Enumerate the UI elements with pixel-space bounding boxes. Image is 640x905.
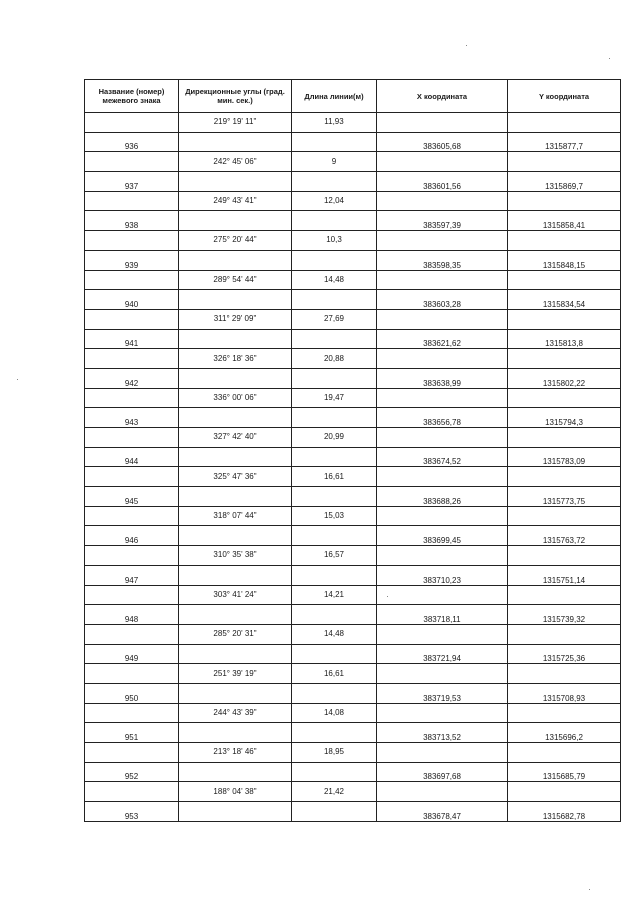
line-length-cell: 16,61 [292, 664, 377, 684]
y-coordinate-cell [508, 782, 621, 802]
mark-name-cell: 943 [85, 408, 179, 428]
y-coordinate-cell: 1315848,15 [508, 250, 621, 270]
y-coordinate-cell: 1315794,3 [508, 408, 621, 428]
segment-row [85, 743, 621, 763]
x-coordinate-cell: 383603,28 [377, 290, 508, 310]
direction-angle-cell [179, 368, 292, 388]
segment-row [85, 270, 621, 290]
x-coordinate-cell: 383598,35 [377, 250, 508, 270]
line-length-cell [292, 290, 377, 310]
y-coordinate-cell: 1315685,79 [508, 762, 621, 782]
direction-angle-cell: 303° 41' 24" [179, 585, 292, 605]
line-length-cell: 19,47 [292, 388, 377, 408]
y-coordinate-cell [508, 309, 621, 329]
mark-name-cell [85, 743, 179, 763]
y-coordinate-cell: 1315813,8 [508, 329, 621, 349]
y-coordinate-cell [508, 113, 621, 133]
mark-name-cell [85, 270, 179, 290]
x-coordinate-cell [377, 506, 508, 526]
direction-angle-cell [179, 526, 292, 546]
line-length-cell: 12,04 [292, 191, 377, 211]
y-coordinate-cell [508, 231, 621, 251]
mark-row [85, 408, 621, 428]
line-length-cell: 10,3 [292, 231, 377, 251]
mark-name-cell: 944 [85, 447, 179, 467]
line-length-cell: 9 [292, 152, 377, 172]
header-x-coordinate: X координата [377, 80, 508, 113]
direction-angle-cell: 251° 39' 19" [179, 664, 292, 684]
y-coordinate-cell: 1315783,09 [508, 447, 621, 467]
segment-row [85, 624, 621, 644]
mark-name-cell [85, 782, 179, 802]
x-coordinate-cell [377, 388, 508, 408]
y-coordinate-cell: 1315739,32 [508, 605, 621, 625]
x-coordinate-cell [377, 743, 508, 763]
x-coordinate-cell [377, 703, 508, 723]
direction-angle-cell: 188° 04' 38" [179, 782, 292, 802]
header-y-coordinate: Y координата [508, 80, 621, 113]
mark-name-cell [85, 624, 179, 644]
direction-angle-cell: 242° 45' 06" [179, 152, 292, 172]
mark-row [85, 565, 621, 585]
x-coordinate-cell [377, 624, 508, 644]
direction-angle-cell: 327° 42' 40" [179, 428, 292, 448]
mark-name-cell [85, 506, 179, 526]
segment-row [85, 191, 621, 211]
line-length-cell: 11,93 [292, 113, 377, 133]
direction-angle-cell: 325° 47' 36" [179, 467, 292, 487]
line-length-cell: 14,08 [292, 703, 377, 723]
line-length-cell: 18,95 [292, 743, 377, 763]
line-length-cell [292, 683, 377, 703]
mark-row [85, 172, 621, 192]
x-coordinate-cell: 383697,68 [377, 762, 508, 782]
y-coordinate-cell: 1315682,78 [508, 802, 621, 822]
direction-angle-cell: 285° 20' 31" [179, 624, 292, 644]
line-length-cell [292, 447, 377, 467]
mark-row [85, 644, 621, 664]
line-length-cell [292, 408, 377, 428]
line-length-cell [292, 644, 377, 664]
segment-row [85, 349, 621, 369]
x-coordinate-cell [377, 782, 508, 802]
mark-row [85, 447, 621, 467]
x-coordinate-cell [377, 349, 508, 369]
segment-row [85, 703, 621, 723]
table-body [85, 113, 621, 822]
y-coordinate-cell [508, 624, 621, 644]
mark-name-cell [85, 585, 179, 605]
segment-row [85, 546, 621, 566]
scan-speck [589, 889, 590, 890]
mark-name-cell [85, 152, 179, 172]
line-length-cell [292, 132, 377, 152]
direction-angle-cell [179, 211, 292, 231]
direction-angle-cell: 310° 35' 38" [179, 546, 292, 566]
direction-angle-cell [179, 447, 292, 467]
y-coordinate-cell [508, 664, 621, 684]
x-coordinate-cell [377, 546, 508, 566]
direction-angle-cell: 219° 19' 11" [179, 113, 292, 133]
x-coordinate-cell [377, 152, 508, 172]
y-coordinate-cell [508, 467, 621, 487]
scan-speck [609, 58, 610, 59]
y-coordinate-cell [508, 270, 621, 290]
mark-name-cell: 952 [85, 762, 179, 782]
direction-angle-cell [179, 565, 292, 585]
mark-row [85, 802, 621, 822]
x-coordinate-cell: 383713,52 [377, 723, 508, 743]
line-length-cell [292, 172, 377, 192]
scan-speck [387, 596, 388, 597]
mark-name-cell [85, 664, 179, 684]
direction-angle-cell [179, 683, 292, 703]
line-length-cell [292, 250, 377, 270]
mark-name-cell: 941 [85, 329, 179, 349]
y-coordinate-cell: 1315751,14 [508, 565, 621, 585]
y-coordinate-cell: 1315834,54 [508, 290, 621, 310]
y-coordinate-cell [508, 191, 621, 211]
segment-row [85, 506, 621, 526]
mark-name-cell [85, 231, 179, 251]
header-direction-angle: Дирекционные углы (град. мин. сек.) [179, 80, 292, 113]
segment-row [85, 388, 621, 408]
mark-row [85, 211, 621, 231]
x-coordinate-cell [377, 309, 508, 329]
x-coordinate-cell [377, 428, 508, 448]
segment-row [85, 152, 621, 172]
mark-row [85, 723, 621, 743]
mark-row [85, 762, 621, 782]
line-length-cell: 16,61 [292, 467, 377, 487]
header-mark-name: Название (номер) межевого знака [85, 80, 179, 113]
y-coordinate-cell [508, 349, 621, 369]
x-coordinate-cell: 383699,45 [377, 526, 508, 546]
x-coordinate-cell: 383656,78 [377, 408, 508, 428]
line-length-cell: 14,48 [292, 624, 377, 644]
direction-angle-cell: 289° 54' 44" [179, 270, 292, 290]
y-coordinate-cell [508, 428, 621, 448]
x-coordinate-cell: 383678,47 [377, 802, 508, 822]
mark-name-cell: 938 [85, 211, 179, 231]
direction-angle-cell [179, 172, 292, 192]
direction-angle-cell [179, 723, 292, 743]
y-coordinate-cell [508, 506, 621, 526]
mark-row [85, 290, 621, 310]
mark-name-cell: 940 [85, 290, 179, 310]
segment-row [85, 428, 621, 448]
y-coordinate-cell: 1315877,7 [508, 132, 621, 152]
mark-name-cell: 939 [85, 250, 179, 270]
segment-row [85, 113, 621, 133]
segment-row [85, 467, 621, 487]
mark-row [85, 683, 621, 703]
line-length-cell: 20,99 [292, 428, 377, 448]
mark-name-cell [85, 467, 179, 487]
mark-name-cell: 953 [85, 802, 179, 822]
x-coordinate-cell: 383601,56 [377, 172, 508, 192]
y-coordinate-cell [508, 546, 621, 566]
direction-angle-cell [179, 487, 292, 507]
mark-name-cell: 936 [85, 132, 179, 152]
mark-name-cell [85, 546, 179, 566]
direction-angle-cell: 244° 43' 39" [179, 703, 292, 723]
mark-name-cell: 945 [85, 487, 179, 507]
mark-name-cell: 949 [85, 644, 179, 664]
x-coordinate-cell [377, 231, 508, 251]
mark-name-cell [85, 349, 179, 369]
line-length-cell [292, 762, 377, 782]
x-coordinate-cell [377, 113, 508, 133]
x-coordinate-cell: 383674,52 [377, 447, 508, 467]
line-length-cell: 27,69 [292, 309, 377, 329]
scan-speck [17, 379, 18, 380]
mark-name-cell [85, 388, 179, 408]
x-coordinate-cell [377, 467, 508, 487]
mark-row [85, 132, 621, 152]
mark-row [85, 605, 621, 625]
y-coordinate-cell: 1315773,75 [508, 487, 621, 507]
segment-row [85, 231, 621, 251]
scan-speck [466, 45, 467, 46]
mark-name-cell: 942 [85, 368, 179, 388]
y-coordinate-cell [508, 152, 621, 172]
segment-row [85, 782, 621, 802]
mark-row [85, 250, 621, 270]
mark-name-cell: 951 [85, 723, 179, 743]
segment-row [85, 664, 621, 684]
direction-angle-cell: 326° 18' 36" [179, 349, 292, 369]
y-coordinate-cell [508, 585, 621, 605]
line-length-cell [292, 605, 377, 625]
line-length-cell [292, 723, 377, 743]
mark-row [85, 526, 621, 546]
line-length-cell [292, 487, 377, 507]
segment-row [85, 309, 621, 329]
mark-name-cell [85, 113, 179, 133]
line-length-cell [292, 526, 377, 546]
x-coordinate-cell: 383719,53 [377, 683, 508, 703]
direction-angle-cell [179, 329, 292, 349]
y-coordinate-cell: 1315763,72 [508, 526, 621, 546]
x-coordinate-cell: 383621,62 [377, 329, 508, 349]
y-coordinate-cell: 1315858,41 [508, 211, 621, 231]
line-length-cell [292, 565, 377, 585]
direction-angle-cell [179, 290, 292, 310]
mark-name-cell: 946 [85, 526, 179, 546]
line-length-cell: 14,48 [292, 270, 377, 290]
line-length-cell: 16,57 [292, 546, 377, 566]
line-length-cell [292, 368, 377, 388]
line-length-cell: 15,03 [292, 506, 377, 526]
x-coordinate-cell: 383605,68 [377, 132, 508, 152]
direction-angle-cell [179, 802, 292, 822]
x-coordinate-cell [377, 270, 508, 290]
direction-angle-cell: 336° 00' 06" [179, 388, 292, 408]
y-coordinate-cell: 1315869,7 [508, 172, 621, 192]
line-length-cell: 14,21 [292, 585, 377, 605]
mark-name-cell: 937 [85, 172, 179, 192]
segment-row [85, 585, 621, 605]
mark-row [85, 487, 621, 507]
x-coordinate-cell [377, 585, 508, 605]
x-coordinate-cell [377, 664, 508, 684]
line-length-cell [292, 211, 377, 231]
mark-row [85, 368, 621, 388]
y-coordinate-cell [508, 388, 621, 408]
mark-name-cell [85, 309, 179, 329]
direction-angle-cell: 249° 43' 41" [179, 191, 292, 211]
y-coordinate-cell: 1315802,22 [508, 368, 621, 388]
header-row [85, 80, 621, 113]
line-length-cell [292, 329, 377, 349]
mark-name-cell: 947 [85, 565, 179, 585]
x-coordinate-cell: 383710,23 [377, 565, 508, 585]
x-coordinate-cell: 383718,11 [377, 605, 508, 625]
direction-angle-cell [179, 762, 292, 782]
direction-angle-cell [179, 132, 292, 152]
direction-angle-cell: 275° 20' 44" [179, 231, 292, 251]
x-coordinate-cell: 383688,26 [377, 487, 508, 507]
x-coordinate-cell: 383597,39 [377, 211, 508, 231]
mark-name-cell [85, 428, 179, 448]
y-coordinate-cell [508, 703, 621, 723]
direction-angle-cell [179, 605, 292, 625]
x-coordinate-cell: 383638,99 [377, 368, 508, 388]
mark-row [85, 329, 621, 349]
mark-name-cell: 950 [85, 683, 179, 703]
boundary-marks-table [84, 79, 621, 822]
mark-name-cell: 948 [85, 605, 179, 625]
direction-angle-cell [179, 644, 292, 664]
y-coordinate-cell: 1315708,93 [508, 683, 621, 703]
mark-name-cell [85, 191, 179, 211]
header-line-length: Длина линии(м) [292, 80, 377, 113]
direction-angle-cell [179, 250, 292, 270]
line-length-cell: 21,42 [292, 782, 377, 802]
direction-angle-cell: 311° 29' 09" [179, 309, 292, 329]
direction-angle-cell: 213° 18' 46" [179, 743, 292, 763]
x-coordinate-cell: 383721,94 [377, 644, 508, 664]
y-coordinate-cell: 1315725,36 [508, 644, 621, 664]
line-length-cell: 20,88 [292, 349, 377, 369]
y-coordinate-cell [508, 743, 621, 763]
direction-angle-cell: 318° 07' 44" [179, 506, 292, 526]
y-coordinate-cell: 1315696,2 [508, 723, 621, 743]
direction-angle-cell [179, 408, 292, 428]
line-length-cell [292, 802, 377, 822]
mark-name-cell [85, 703, 179, 723]
x-coordinate-cell [377, 191, 508, 211]
